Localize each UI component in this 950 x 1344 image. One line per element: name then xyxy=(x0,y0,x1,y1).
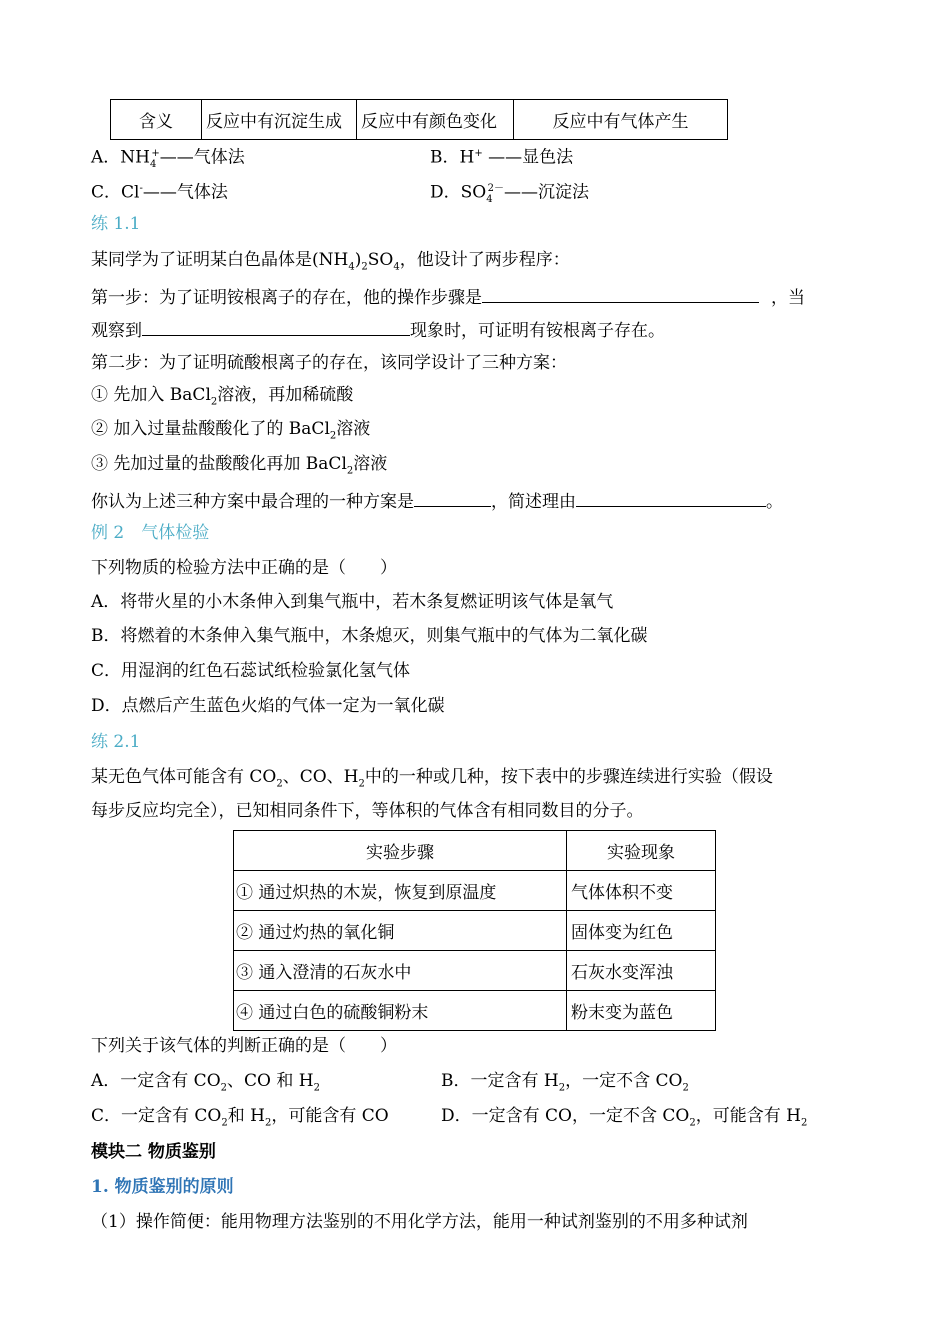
ex21-option-a: A．一定含有 $CO_2$、CO 和 $H_2$ xyxy=(91,1071,320,1094)
table-header-cell: 实验步骤 xyxy=(234,831,567,871)
ex1-plan1: ① 先加入 BaCl$_2$溶液，再加稀硫酸 xyxy=(91,385,354,408)
ex21-question: 下列关于该气体的判断正确的是（ ） xyxy=(91,1036,397,1056)
option-a: A．$NH_4^+——$气体法 xyxy=(91,147,245,171)
ex1-plan2: ② 加入过量盐酸酸化了的 BaCl$_2$溶液 xyxy=(91,419,371,442)
table-cell: 反应中有沉淀生成 xyxy=(202,100,357,140)
ex2-option-a: A．将带火星的小木条伸入到集气瓶中，若木条复燃证明该气体是氧气 xyxy=(91,592,614,612)
ex2-option-c: C．用湿润的红色石蕊试纸检验氯化氢气体 xyxy=(91,661,411,681)
table-cell: ① 通过炽热的木炭，恢复到原温度 xyxy=(234,871,567,911)
table-row xyxy=(111,100,728,140)
table-cell: ③ 通入澄清的石灰水中 xyxy=(234,951,567,991)
answer-blank[interactable] xyxy=(414,488,491,507)
table-cell: 粉末变为蓝色 xyxy=(567,991,716,1031)
module-title: 模块二 物质鉴别 xyxy=(91,1142,216,1162)
ex1-ask: 你认为上述三种方案中最合理的一种方案是 ，简述理由 。 xyxy=(91,488,783,513)
method-table xyxy=(110,99,728,140)
table-cell: 反应中有颜色变化 xyxy=(357,100,514,140)
ex21-option-c: C．一定含有 $CO_2$和 $H_2$，可能含有 CO xyxy=(91,1106,389,1129)
answer-blank[interactable] xyxy=(576,488,766,507)
exercise-heading: 练 2.1 xyxy=(91,732,141,752)
section-title: 1. 物质鉴别的原则 xyxy=(91,1177,234,1197)
ex2-question: 下列物质的检验方法中正确的是（ ） xyxy=(91,558,397,578)
ex2-option-b: B．将燃着的木条伸入集气瓶中，木条熄灭，则集气瓶中的气体为二氧化碳 xyxy=(91,626,648,646)
ex2-option-d: D．点燃后产生蓝色火焰的气体一定为一氧化碳 xyxy=(91,696,445,716)
table-cell: ④ 通过白色的硫酸铜粉末 xyxy=(234,991,567,1031)
answer-blank[interactable] xyxy=(482,284,759,303)
table-header-cell: 实验现象 xyxy=(567,831,716,871)
option-b: B．H+ ——显色法 xyxy=(430,147,574,168)
exercise-heading: 练 1.1 xyxy=(91,214,141,234)
example-heading: 例 2 气体检验 xyxy=(91,523,210,543)
ex21-option-b: B．一定含有 $H_2$，一定不含 $CO_2$ xyxy=(441,1071,689,1094)
ex1-plan3: ③ 先加过量的盐酸酸化再加 BaCl$_2$溶液 xyxy=(91,454,388,477)
table-cell: ② 通过灼热的氧化铜 xyxy=(234,911,567,951)
ex21-option-d: D．一定含有 CO，一定不含 $CO_2$，可能含有 $H_2$ xyxy=(441,1106,808,1129)
table-row xyxy=(234,871,716,911)
ex1-step2: 第二步：为了证明硫酸根离子的存在，该同学设计了三种方案： xyxy=(91,353,567,373)
table-cell: 固体变为红色 xyxy=(567,911,716,951)
table-row xyxy=(234,911,716,951)
ex1-intro: 某同学为了证明某白色晶体是$(NH_4)_2SO_4$，他设计了两步程序： xyxy=(91,250,570,273)
option-d: D．$SO_4^{2-}——$沉淀法 xyxy=(430,182,589,206)
table-cell: 含义 xyxy=(111,100,202,140)
table-cell: 反应中有气体产生 xyxy=(514,100,728,140)
table-cell: 气体体积不变 xyxy=(567,871,716,911)
answer-blank[interactable] xyxy=(142,317,410,336)
table-row xyxy=(234,991,716,1031)
ex21-intro-line2: 每步反应均完全），已知相同条件下，等体积的气体含有相同数目的分子。 xyxy=(91,801,644,821)
ex1-step1: 第一步：为了证明铵根离子的存在，他的操作步骤是 ，当 xyxy=(91,284,851,309)
ex21-intro: 某无色气体可能含有 $CO_2$、CO、$H_2$中的一种或几种，按下表中的步骤连续进行实验（假设 xyxy=(91,767,773,790)
table-row xyxy=(234,951,716,991)
table-cell: 石灰水变浑浊 xyxy=(567,951,716,991)
ex1-step1-cont: 观察到 现象时，可证明有铵根离子存在。 xyxy=(91,317,665,342)
experiment-table xyxy=(233,830,716,1031)
table-row xyxy=(234,831,716,871)
option-c: C．Cl-——气体法 xyxy=(91,182,228,203)
principle-1: （1）操作简便：能用物理方法鉴别的不用化学方法，能用一种试剂鉴别的不用多种试剂 xyxy=(91,1212,748,1232)
